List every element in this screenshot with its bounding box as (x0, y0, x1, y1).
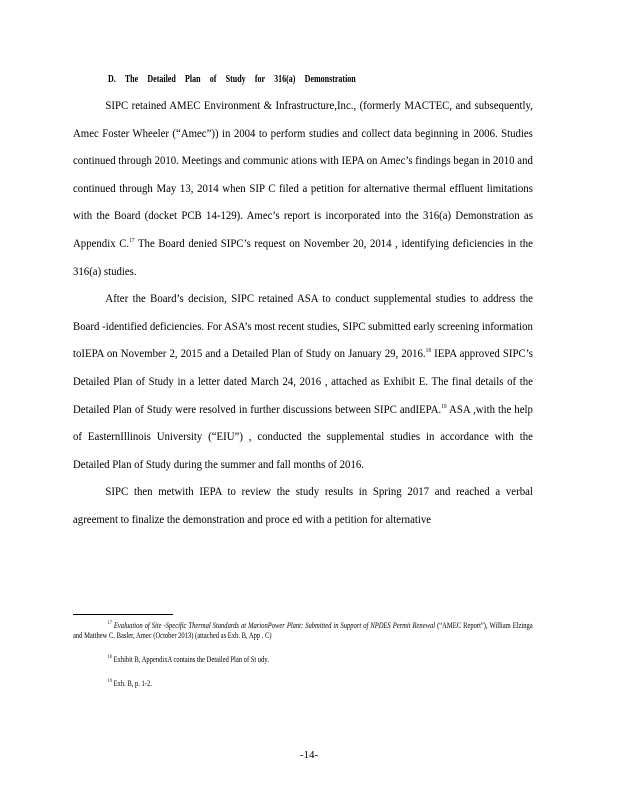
footnote-ref-18[interactable]: 18 (425, 348, 432, 355)
footnote-18: $^{18}$ Exhibit B, AppendixA contains the Detailed Plan of St udy. (107, 653, 269, 664)
footnote-17: $^{17}$ Evaluation of Site -Specific Thermal Standards at MarionPower Plant: Submitted in Support of NPDES Permit Renewal (“AMEC Report”), William Elzinga and Matthew C. Basler, Amec (October 2013) (attached as Exh. B, App . C) (73, 619, 533, 640)
footnote-ref-17[interactable]: 17 (129, 237, 135, 244)
paragraph-3: SIPC then metwith IEPA to review the study results in Spring 2017 and reached a verbal agreement to finalize the demonstration and proce ed with a petition for alternative (73, 484, 533, 526)
paragraph-1: SIPC retained AMEC Environment & Infrastructure,Inc., (formerly MACTEC, and subsequently, Amec Foster Wheeler (“Amec”)) in 2004 to perform studies and collect data beginning in 2006. Studies continued through 2010. Meetings and communic ations with IEPA on Amec’s findings began in 2010 and continued through May 13, 2014 when SIP C filed a petition for alternative thermal effluent limitations with the Board (docket PCB 14-129). Amec’s report is incorporated into the 316(a) Demonstration as Appendix C.$^{17}$ The Board denied SIPC’s request on November 20, 2014 , identifying deficiencies in the 316(a) studies. (73, 98, 533, 278)
footnote-19: $^{19}$ Exh. B, p. 1-2. (107, 677, 152, 688)
footnotes (73, 618, 533, 687)
body-text (73, 92, 533, 534)
footnote-divider (73, 614, 173, 615)
page-number: -14- (299, 749, 319, 761)
section-heading: D. The Detailed Plan of Study for 316(a) Demonstration (108, 74, 356, 85)
footnote-ref-19[interactable]: 19 (441, 403, 447, 410)
paragraph-2: After the Board’s decision, SIPC retained ASA to conduct supplemental studies to address the Board -identified deficiencies. For ASA’s most recent studies, SIPC submitted early screening information toIEPA on November 2, 2015 and a Detailed Plan of Study on January 29, 2016.18 IEPA approved SIPC’s Detailed Plan of Study in a letter dated March 24, 2016 , attached as Exhibit E. The final details of the Detailed Plan of Study were resolved in further discussions between SIPC andIEPA.$^{19}$ ASA ,with the help of EasternIllinois University (“EIU”) , conducted the supplemental studies in accordance with the Detailed Plan of Study during the summer and fall months of 2016. (73, 291, 533, 471)
